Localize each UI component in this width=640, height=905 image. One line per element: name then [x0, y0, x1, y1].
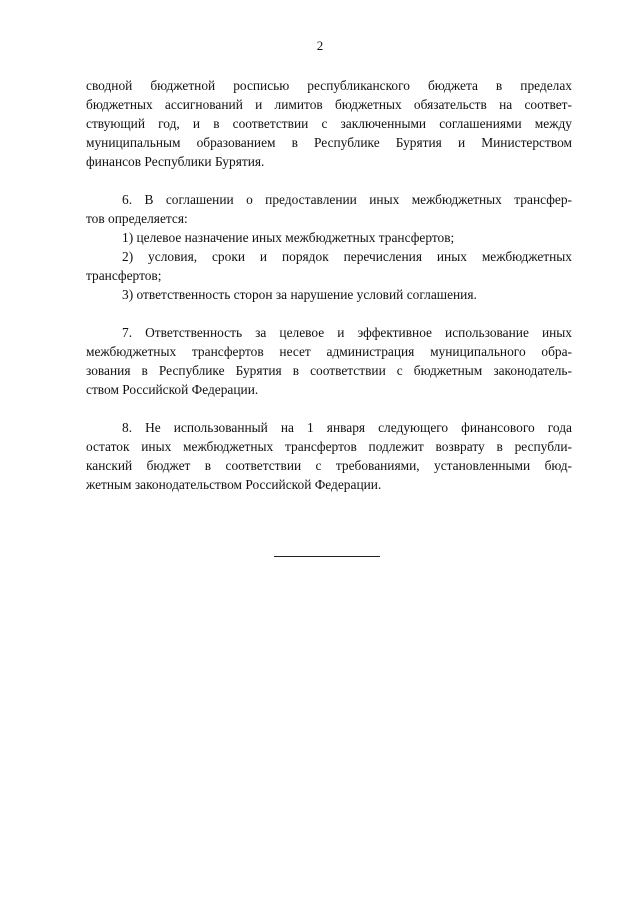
text-line: ством Российской Федерации.	[86, 382, 259, 397]
text-line: жетным законодательством Российской Федерации.	[86, 477, 382, 492]
text-line: 7. Ответственность за целевое и эффективное использование иных	[122, 325, 572, 340]
text-line: трансфертов;	[86, 268, 162, 283]
text-line: зования в Республике Бурятия в соответствии с бюджетным законодатель-	[86, 363, 572, 378]
text-line: сводной бюджетной росписью республиканского бюджета в пределах	[86, 78, 572, 93]
list-item: 3) ответственность сторон за нарушение условий соглашения.	[122, 287, 477, 302]
text-line: канский бюджет в соответствии с требованиями, установленными бюд-	[86, 458, 572, 473]
text-line: межбюджетных трансфертов несет администрация муниципального обра-	[86, 344, 572, 359]
text-line: муниципальным образованием в Республике Бурятия и Министерством	[86, 135, 572, 150]
text-line: финансов Республики Бурятия.	[86, 154, 265, 169]
text-line: 8. Не использованный на 1 января следующего финансового года	[122, 420, 572, 435]
text-line: остаток иных межбюджетных трансфертов подлежит возврату в республи-	[86, 439, 572, 454]
paragraph-item-6	[86, 190, 572, 304]
paragraph-spacer	[86, 304, 572, 323]
paragraph-spacer	[86, 399, 572, 418]
text-line: 6. В соглашении о предоставлении иных межбюджетных трансфер-	[122, 192, 572, 207]
text-line: тов определяется:	[86, 211, 188, 226]
end-of-document-rule	[274, 556, 380, 557]
paragraph-item-8	[86, 418, 572, 494]
text-line: бюджетных ассигнований и лимитов бюджетных обязательств на соответ-	[86, 97, 572, 112]
list-item: 2) условия, сроки и порядок перечисления иных межбюджетных	[122, 249, 572, 264]
list-item: 1) целевое назначение иных межбюджетных трансфертов;	[122, 230, 455, 245]
paragraph-budget-schedule	[86, 76, 572, 171]
page-number: 2	[316, 38, 324, 53]
paragraph-spacer	[86, 171, 572, 190]
document-body	[86, 76, 572, 494]
text-line: ствующий год, и в соответствии с заключенными соглашениями между	[86, 116, 572, 131]
paragraph-item-7	[86, 323, 572, 399]
